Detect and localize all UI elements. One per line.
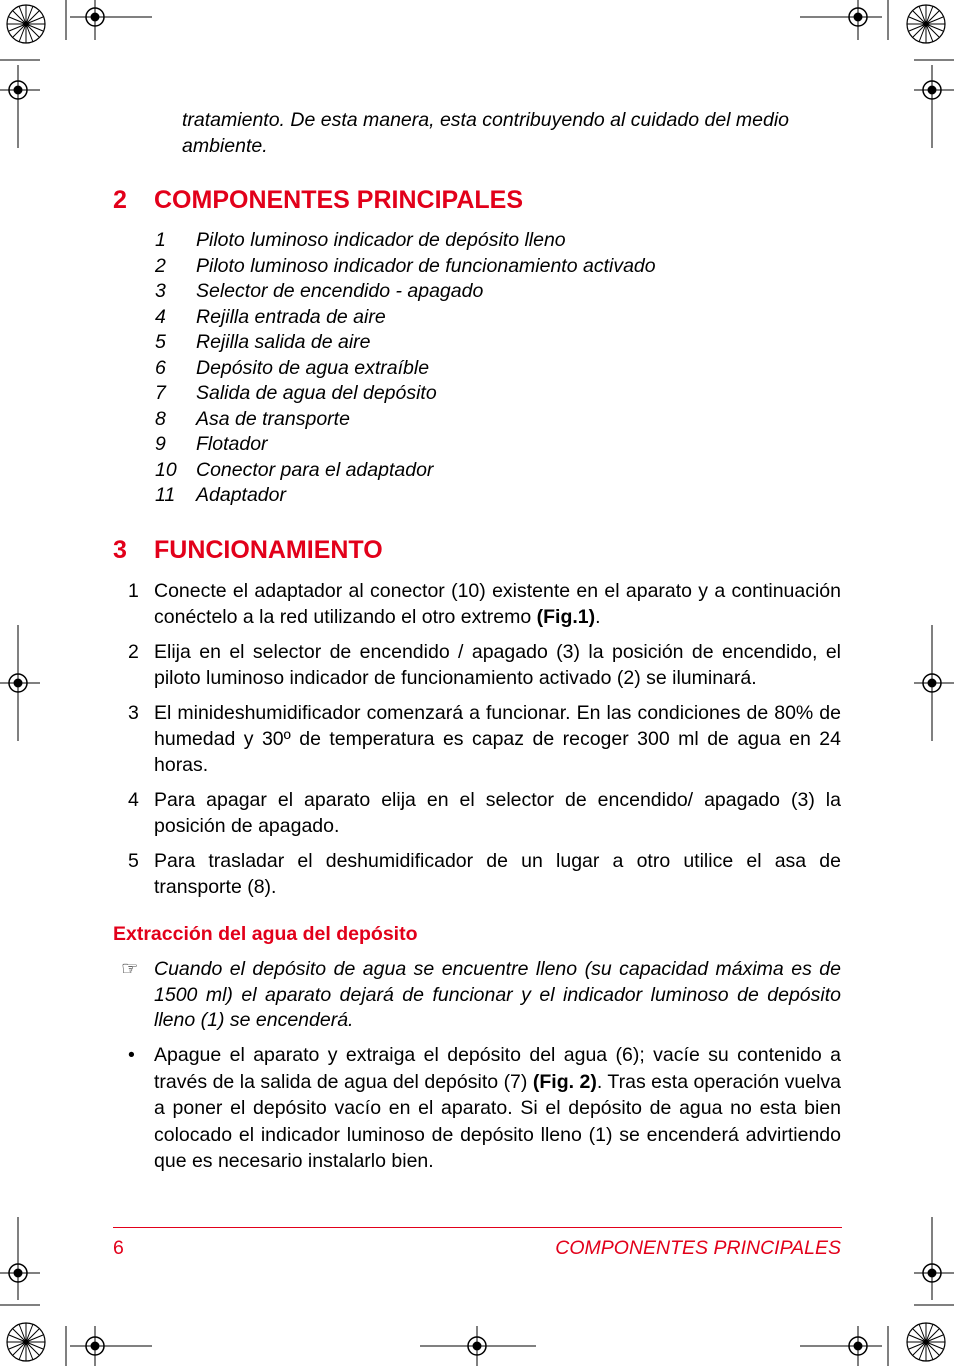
step-item: 2 Elija en el selector de encendido / apagado (3) la posición de encendido, el piloto luminoso indicador de funcionamiento activado (2) se iluminará. (128, 641, 841, 689)
subsection-heading: Extracción del agua del depósito (113, 923, 418, 945)
pointing-hand-icon: ☞ (121, 958, 139, 980)
operation-steps (113, 578, 841, 909)
page-number: 6 (113, 1237, 124, 1259)
section-heading-components (113, 186, 813, 216)
section-title: FUNCIONAMIENTO (154, 536, 383, 564)
bullet-paragraph: • Apague el aparato y extraiga el depósito del agua (6); vacíe su contenido a través de la salida de agua del depósito (7) (Fig. 2). Tras esta operación vuelva a poner el depósito vacío en el aparato. Si el depósito de agua no esta bien colocado el indicador luminoso de depósito lleno (1) se encenderá advirtiendo que es necesario instalarlo bien. (128, 1044, 842, 1172)
section-heading-operation (113, 536, 813, 566)
intro-paragraph: tratamiento. De esta manera, esta contribuyendo al cuidado del medio ambiente. (182, 109, 790, 157)
bullet-icon: • (128, 1044, 135, 1066)
step-item: 1 Conecte el adaptador al conector (10) existente en el aparato y a continuación conéctelo a la red utilizando el otro extremo (Fig.1). (128, 580, 841, 628)
step-item: 3 El minideshumidificador comenzará a funcionar. En las condiciones de 80% de humedad y 30º de temperatura es capaz de recoger 300 ml de agua en 24 horas. (128, 702, 841, 776)
section-number: 2 (113, 186, 127, 214)
step-item: 5 Para trasladar el deshumidificador de un lugar a otro utilice el asa de transporte (8). (128, 850, 841, 898)
footer-divider (113, 1227, 842, 1228)
section-title: COMPONENTES PRINCIPALES (154, 186, 524, 214)
running-footer-title: COMPONENTES PRINCIPALES (555, 1237, 841, 1259)
note-paragraph: ☞ Cuando el depósito de agua se encuentre lleno (su capacidad máxima es de 1500 ml) el aparato dejará de funcionar y el indicador luminoso de depósito lleno (1) se encenderá. (121, 958, 841, 1031)
step-item: 4 Para apagar el aparato elija en el selector de encendido/ apagado (3) la posición de apagado. (128, 789, 841, 837)
section-number: 3 (113, 536, 127, 564)
